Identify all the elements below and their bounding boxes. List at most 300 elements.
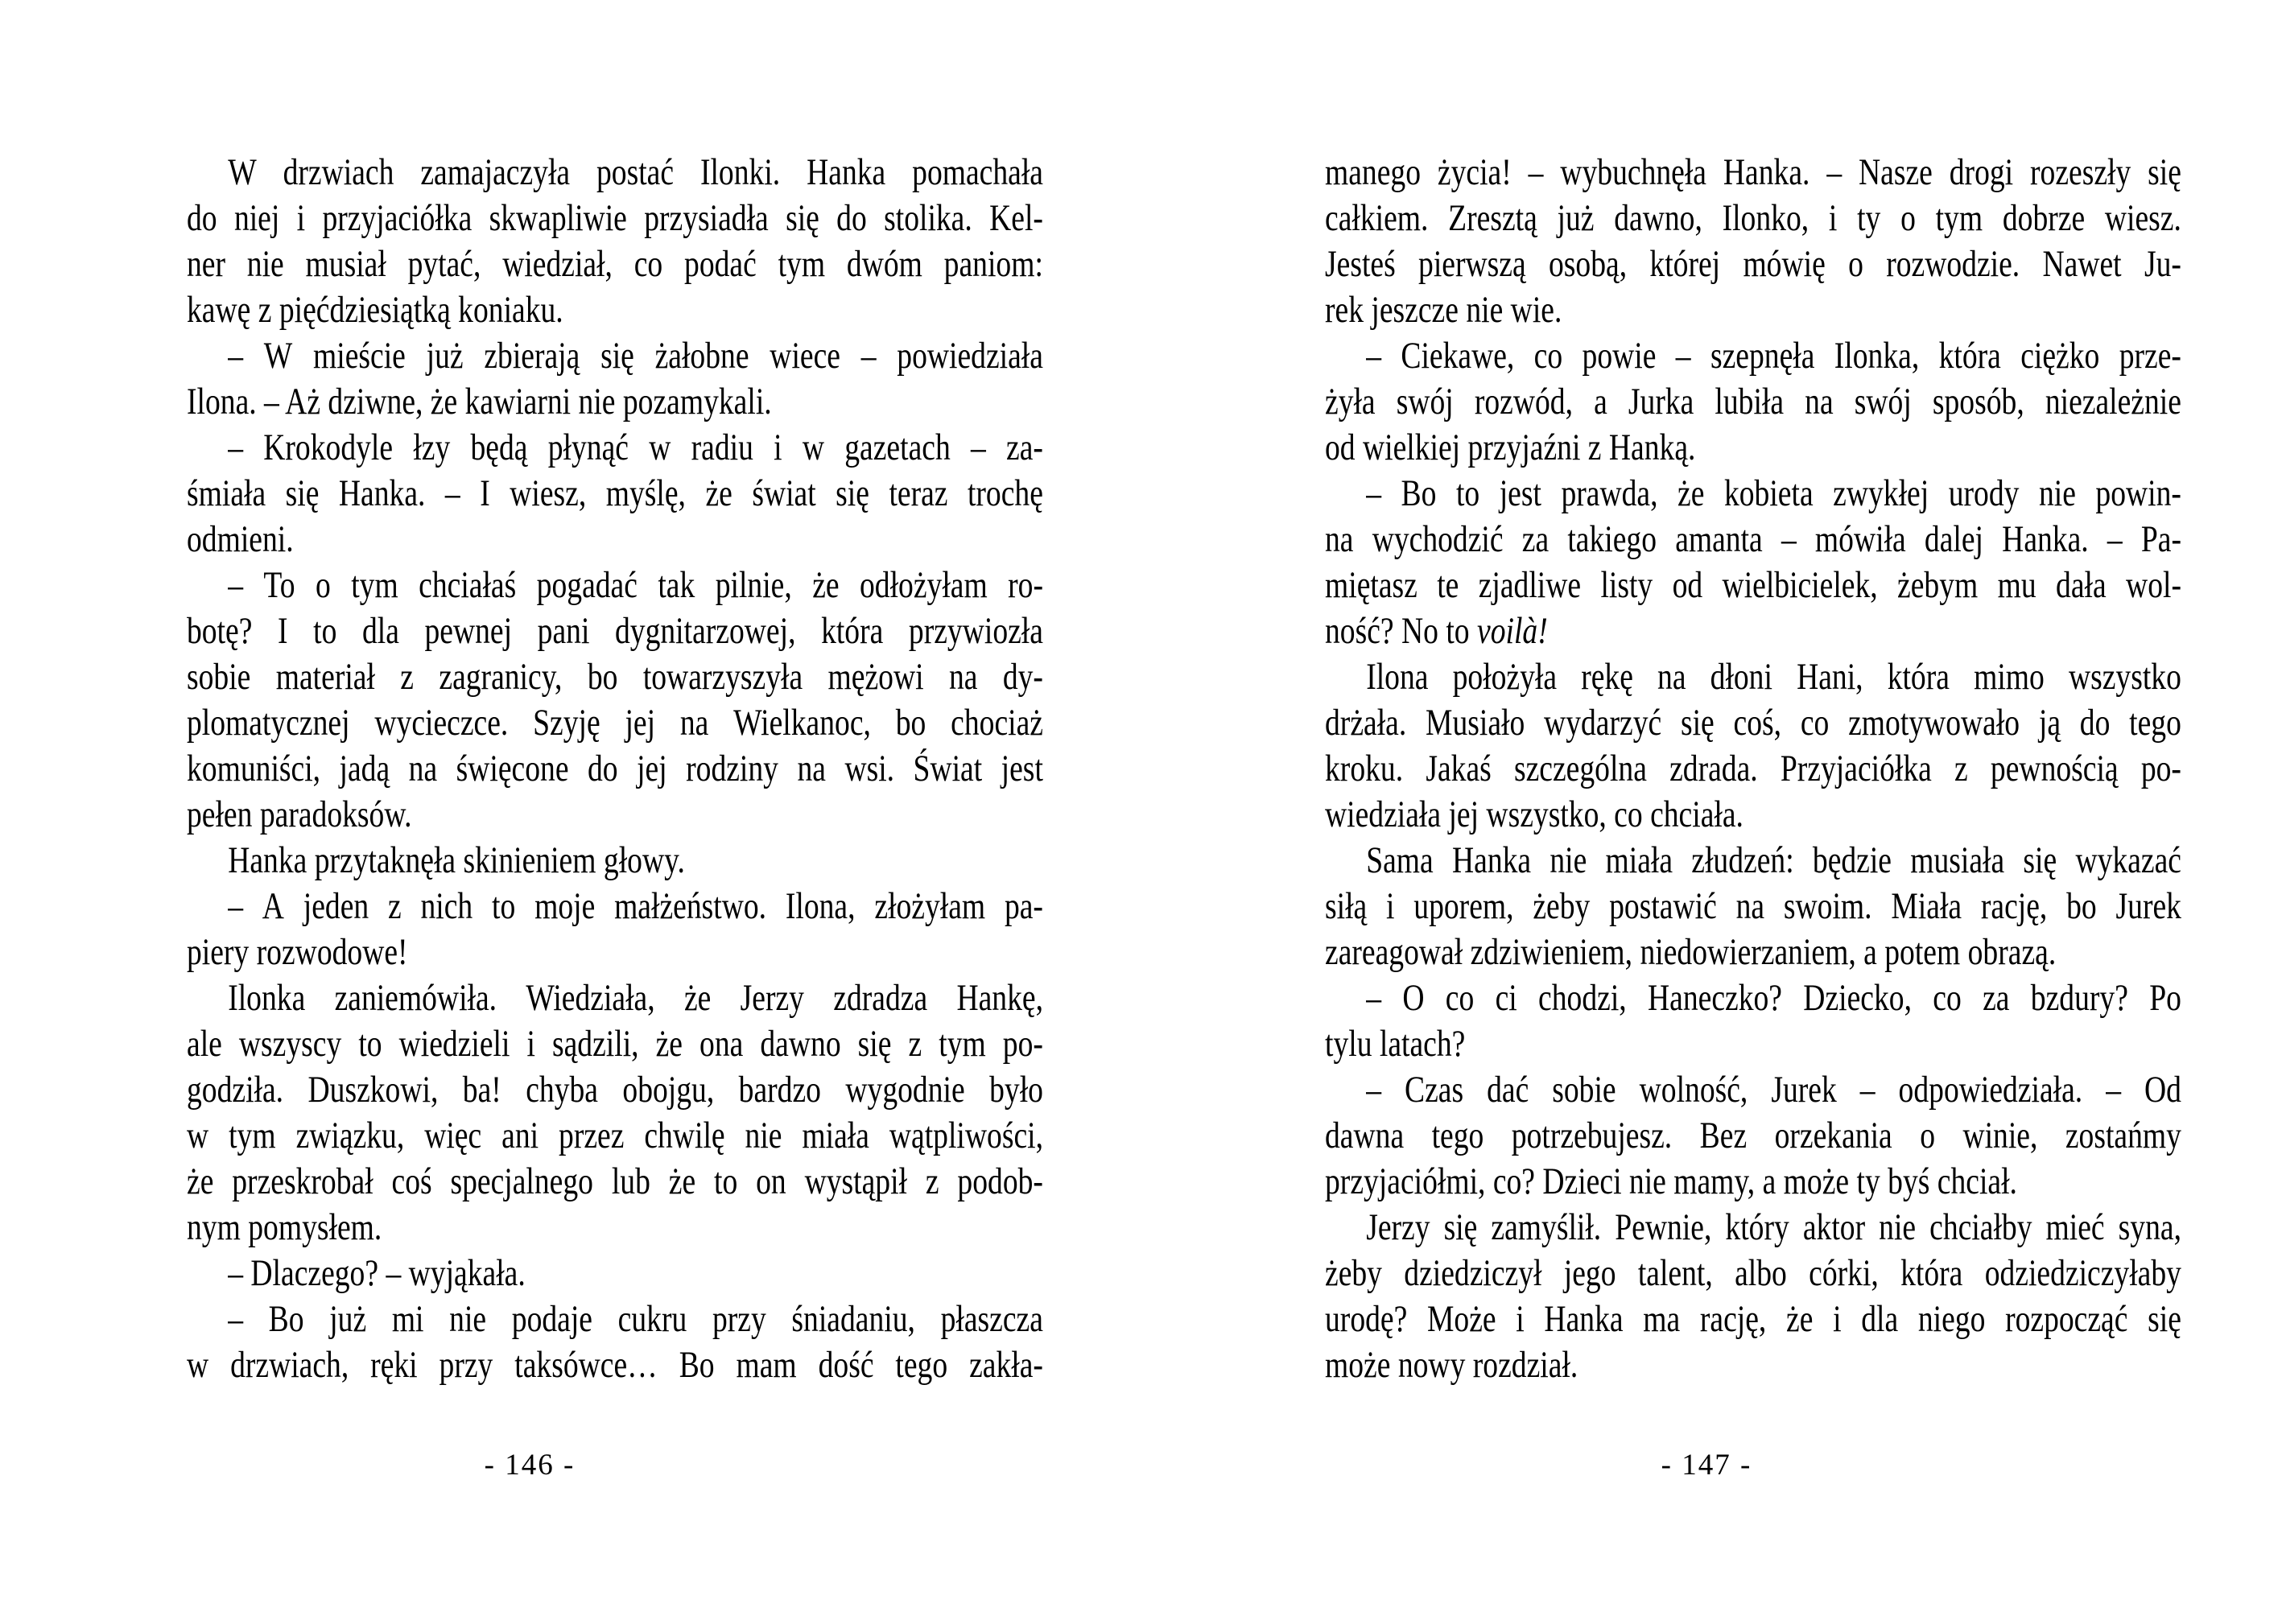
word: Ilonka,: [1834, 335, 1920, 377]
word: nie: [2038, 472, 2076, 514]
paragraph: [187, 884, 1043, 975]
word: żebym: [1897, 564, 1979, 606]
word: nie: [745, 1115, 782, 1156]
text-line: odmieni.: [187, 518, 294, 560]
word: rację,: [1699, 1298, 1767, 1340]
word: się: [786, 197, 819, 239]
word: Od: [2144, 1069, 2181, 1111]
word: zmotywowało: [1848, 702, 2020, 744]
word: taksówce…: [514, 1344, 658, 1386]
word: wątpliwości,: [889, 1115, 1043, 1156]
word: po-: [2140, 748, 2181, 789]
word: Ilonki.: [699, 151, 781, 193]
word: chciałaś: [419, 564, 517, 606]
word: z: [400, 656, 414, 698]
text-line: [187, 1342, 1043, 1388]
word: już: [329, 1298, 367, 1340]
word: tym: [778, 243, 826, 285]
word: łzy: [413, 427, 451, 468]
paragraph: [1325, 1205, 2181, 1388]
word: chwilę: [644, 1115, 725, 1156]
word: Hankę,: [956, 977, 1043, 1019]
word: musiała: [1910, 839, 2005, 881]
word: lub: [611, 1160, 650, 1202]
word: drzwiach,: [230, 1344, 349, 1386]
word: –: [1528, 151, 1544, 193]
word: przy: [439, 1344, 493, 1386]
text-line: [1325, 975, 2181, 1021]
word: który: [1725, 1206, 1789, 1248]
word: urody: [1948, 472, 2020, 514]
word: plomatycznej: [187, 702, 350, 744]
word: wolność,: [1639, 1069, 1748, 1111]
word: dawna: [1325, 1115, 1405, 1156]
word: śmiała: [187, 472, 266, 514]
word: coś,: [1733, 702, 1782, 744]
word: rękę: [1581, 656, 1633, 698]
word: że: [683, 977, 712, 1019]
text-line: [1325, 700, 2181, 746]
word: to: [492, 885, 516, 927]
text-line: [1325, 1205, 2181, 1251]
word: orzekania: [1774, 1115, 1892, 1156]
word: potrzebujesz.: [1511, 1115, 1673, 1156]
word: szczególna: [1513, 748, 1647, 789]
word: towarzyszyła: [642, 656, 803, 698]
text-line: piery rozwodowe!: [187, 931, 408, 973]
word: całkiem.: [1325, 197, 1429, 239]
word: wiedział,: [502, 243, 613, 285]
word: od: [1672, 564, 1703, 606]
word: –: [2106, 1069, 2121, 1111]
word: dla: [361, 610, 399, 652]
word: coś: [391, 1160, 432, 1202]
word: zamajaczyła: [420, 151, 571, 193]
word: Nawet: [2042, 243, 2122, 285]
paragraph: [1325, 333, 2181, 471]
word: botę?: [187, 610, 253, 652]
word: na: [408, 748, 438, 789]
word: tego: [1431, 1115, 1484, 1156]
word: pilnie,: [715, 564, 792, 606]
word: o: [316, 564, 331, 606]
word: swój: [1854, 381, 1912, 422]
word: ro-: [1008, 564, 1043, 606]
word: to: [358, 1023, 382, 1065]
word: przy: [712, 1298, 766, 1340]
word: z: [908, 1023, 922, 1065]
word: dygnitarzowej,: [614, 610, 796, 652]
word: Bo: [1401, 472, 1437, 514]
word: żeby: [1325, 1252, 1382, 1294]
text-line: [1325, 1067, 2181, 1113]
word: komuniści,: [187, 748, 321, 789]
word: Krokodyle: [263, 427, 394, 468]
word: o: [1920, 1115, 1935, 1156]
word: dawno: [760, 1023, 841, 1065]
word: moje: [534, 885, 596, 927]
word: wydarzyć: [1544, 702, 1662, 744]
word: Ju-: [2144, 243, 2181, 285]
word: w: [802, 427, 824, 468]
word: przysiadła: [644, 197, 769, 239]
text-line: [187, 333, 1043, 379]
text-line: [187, 1021, 1043, 1067]
word: pewnością: [1990, 748, 2119, 789]
word: Ilonko,: [1722, 197, 1810, 239]
word: stolika.: [884, 197, 972, 239]
text-line: [187, 1159, 1043, 1205]
word: że: [187, 1160, 214, 1202]
word: –: [1366, 472, 1381, 514]
word: wychodzić: [1372, 518, 1504, 560]
word: za: [1983, 977, 2010, 1019]
text-line: [187, 150, 1043, 196]
word: to: [714, 1160, 738, 1202]
paragraph: [187, 150, 1043, 333]
word: więc: [424, 1115, 482, 1156]
word: na: [679, 702, 709, 744]
text-line: [1325, 654, 2181, 700]
word: zamyślił.: [1491, 1206, 1602, 1248]
word: na: [797, 748, 826, 789]
text-line: [187, 608, 1043, 654]
word: nie: [246, 243, 284, 285]
word: albo: [1735, 1252, 1787, 1294]
word: na: [1735, 885, 1765, 927]
word: powin-: [2095, 472, 2181, 514]
word: Dziecko,: [1803, 977, 1912, 1019]
word: musiał: [305, 243, 386, 285]
word: dać: [1487, 1069, 1529, 1111]
text-line: [1325, 746, 2181, 792]
word: A: [262, 885, 284, 927]
word: –: [228, 335, 243, 377]
word: –: [971, 427, 986, 468]
word: śniadaniu,: [791, 1298, 915, 1340]
word: wielbicielek,: [1722, 564, 1878, 606]
word: drzwiach: [283, 151, 394, 193]
text-line: kawę z pięćdziesiątką koniaku.: [187, 289, 563, 331]
text-line: [187, 975, 1043, 1021]
word: która: [1938, 335, 2001, 377]
word: Jerzy: [740, 977, 804, 1019]
word: zwykłej: [1833, 472, 1929, 514]
word: godziła.: [187, 1069, 284, 1111]
word: –: [1826, 151, 1843, 193]
word: dziedziczył: [1404, 1252, 1542, 1294]
word: podać: [684, 243, 757, 285]
word: niezależnie: [2045, 381, 2181, 422]
word: nie: [1550, 839, 1587, 881]
text-line: [187, 1296, 1043, 1342]
word: z: [925, 1160, 939, 1202]
word: drżała.: [1325, 702, 1407, 744]
word: –: [228, 1298, 243, 1340]
word: złożyłam: [874, 885, 986, 927]
word: się: [2148, 1298, 2181, 1340]
word: takiego: [1567, 518, 1657, 560]
word: bo: [587, 656, 618, 698]
word: –: [1366, 977, 1381, 1019]
word: Hanka: [807, 151, 886, 193]
word: płynąć: [547, 427, 629, 468]
word: chyba: [526, 1069, 598, 1111]
word: osobą,: [1548, 243, 1628, 285]
word: o: [1848, 243, 1863, 285]
word: przeskrobał: [232, 1160, 373, 1202]
word: Hanka: [1544, 1298, 1624, 1340]
word: amanta: [1675, 518, 1763, 560]
word: urodę?: [1325, 1298, 1408, 1340]
text-line: [1325, 333, 2181, 379]
paragraph: [187, 1251, 1043, 1296]
word: co: [1445, 977, 1475, 1019]
word: ją: [2038, 702, 2061, 744]
word: dość: [818, 1344, 874, 1386]
paragraph: [187, 1296, 1043, 1388]
word: Jesteś: [1325, 243, 1396, 285]
text-line: ność? No to voilà!: [1325, 610, 1548, 652]
word: wycieczce.: [374, 702, 509, 744]
word: Musiało: [1426, 702, 1525, 744]
word: jest: [1499, 472, 1541, 514]
word: manego: [1325, 151, 1422, 193]
word: Bo: [679, 1344, 715, 1386]
word: związku,: [295, 1115, 405, 1156]
word: zagranicy,: [439, 656, 563, 698]
word: Jakaś: [1426, 748, 1492, 789]
word: córki,: [1809, 1252, 1879, 1294]
word: mieć: [2045, 1206, 2105, 1248]
word: Hanka.: [2002, 518, 2089, 560]
word: mówiła: [1814, 518, 1906, 560]
word: tym: [351, 564, 398, 606]
word: Może: [1426, 1298, 1496, 1340]
word: dwóm: [846, 243, 922, 285]
word: gazetach: [844, 427, 951, 468]
word: ani: [501, 1115, 539, 1156]
word: Przyjaciółka: [1780, 748, 1932, 789]
word: do: [187, 197, 217, 239]
word: mu: [1997, 564, 2036, 606]
word: pogadać: [536, 564, 638, 606]
word: Po: [2149, 977, 2181, 1019]
word: Sama: [1366, 839, 1434, 881]
word: odziedziczyłaby: [1984, 1252, 2181, 1294]
page-right-text: [1325, 150, 2181, 1388]
word: pomachała: [912, 151, 1043, 193]
word: mam: [736, 1344, 797, 1386]
word: jeden: [303, 885, 369, 927]
paragraph: [187, 563, 1043, 838]
word: płaszcza: [940, 1298, 1043, 1340]
text-line: [1325, 379, 2181, 425]
word: jej: [637, 748, 667, 789]
word: wiece: [770, 335, 840, 377]
word: w: [187, 1344, 209, 1386]
word: siłą: [1325, 885, 1368, 927]
word: I: [278, 610, 288, 652]
word: rozwodzie.: [1886, 243, 2020, 285]
word: odłożyłam: [860, 564, 988, 606]
word: nich: [420, 885, 473, 927]
word: Pa-: [2140, 518, 2181, 560]
word: której: [1649, 243, 1721, 285]
text-line: [1325, 884, 2181, 929]
word: –: [1859, 1069, 1876, 1111]
word: ner: [187, 243, 226, 285]
text-line: [1325, 517, 2181, 563]
word: Jurek: [2115, 885, 2181, 927]
word: ręki: [370, 1344, 418, 1386]
word: swoim.: [1783, 885, 1872, 927]
word: wiedzieli: [398, 1023, 510, 1065]
word: miętasz: [1325, 564, 1417, 606]
word: –: [228, 427, 243, 468]
word: radiu: [691, 427, 753, 468]
word: postawić: [1609, 885, 1717, 927]
word: rozeszły: [2030, 151, 2131, 193]
word: –: [860, 335, 877, 377]
paragraph: [1325, 471, 2181, 654]
word: Szyję: [533, 702, 600, 744]
word: Wiedziała,: [526, 977, 655, 1019]
word: jej: [625, 702, 656, 744]
word: tym: [229, 1115, 276, 1156]
word: za: [1521, 518, 1550, 560]
word: na: [948, 656, 978, 698]
paragraph: [187, 838, 1043, 884]
word: chodzi,: [1538, 977, 1627, 1019]
word: mówię: [1743, 243, 1826, 285]
word: paniom:: [943, 243, 1043, 285]
word: żałobne: [654, 335, 749, 377]
text-line: [187, 654, 1043, 700]
word: Jurka: [1628, 381, 1694, 422]
text-line: [1325, 471, 2181, 517]
text-line: rek jeszcze nie wie.: [1325, 289, 1562, 331]
word: która: [1887, 656, 1950, 698]
paragraph: [1325, 838, 2181, 975]
text-line: [1325, 196, 2181, 241]
word: o: [1900, 197, 1916, 239]
word: odpowiedziała.: [1898, 1069, 2083, 1111]
word: się: [1680, 702, 1715, 744]
word: jego: [1563, 1252, 1616, 1294]
word: ty: [1857, 197, 1881, 239]
word: Ciekawe,: [1401, 335, 1515, 377]
word: bzdury?: [2030, 977, 2128, 1019]
word: pewnej: [424, 610, 513, 652]
text-line: [187, 884, 1043, 929]
word: święcone: [456, 748, 569, 789]
word: wol-: [2126, 564, 2181, 606]
word: Duszkowi,: [307, 1069, 439, 1111]
paragraph: [1325, 654, 2181, 838]
word: sobie: [187, 656, 251, 698]
word: ciężko: [2020, 335, 2100, 377]
word: Ilona,: [785, 885, 856, 927]
text-line: wiedziała jej wszystko, co chciała.: [1325, 793, 1743, 835]
word: i: [1833, 1298, 1842, 1340]
word: Pewnie,: [1615, 1206, 1712, 1248]
word: zdrada.: [1669, 748, 1758, 789]
word: się: [857, 1023, 892, 1065]
word: która: [821, 610, 884, 652]
word: bo: [2066, 885, 2097, 927]
word: rozwód,: [1474, 381, 1574, 422]
word: postać: [596, 151, 675, 193]
word: się: [1443, 1206, 1478, 1248]
text-line: Ilona. – Aż dziwne, że kawiarni nie pozamykali.: [187, 381, 772, 422]
word: dla: [1861, 1298, 1899, 1340]
word: wiesz.: [2104, 197, 2181, 239]
text-line: pełen paradoksów.: [187, 793, 412, 835]
word: on: [756, 1160, 786, 1202]
page-number-right: - 147 -: [1661, 1449, 1752, 1482]
paragraph: [187, 975, 1043, 1251]
word: tak: [658, 564, 695, 606]
word: nie: [449, 1298, 487, 1340]
word: pani: [537, 610, 590, 652]
word: wybuchnęła: [1560, 151, 1706, 193]
word: –: [2107, 518, 2123, 560]
word: –: [1366, 335, 1381, 377]
word: na: [1325, 518, 1354, 560]
text-line: może nowy rozdział.: [1325, 1344, 1578, 1386]
word: pierwszą: [1418, 243, 1526, 285]
word: i: [526, 1023, 535, 1065]
word: Bo: [268, 1298, 304, 1340]
word: wszyscy: [238, 1023, 342, 1065]
word: że: [668, 1160, 696, 1202]
word: ma: [1643, 1298, 1681, 1340]
paragraph: [187, 333, 1043, 425]
word: teraz: [889, 472, 948, 514]
word: Kel-: [989, 197, 1043, 239]
word: i: [1516, 1298, 1525, 1340]
paragraph: [1325, 150, 2181, 333]
word: podaje: [511, 1298, 592, 1340]
word: ale: [187, 1023, 222, 1065]
text-line: [1325, 150, 2181, 196]
word: mi: [391, 1298, 424, 1340]
word: nie: [1879, 1206, 1917, 1248]
word: prze-: [2119, 335, 2181, 377]
word: będą: [470, 427, 528, 468]
word: położyła: [1452, 656, 1558, 698]
word: pa-: [1004, 885, 1043, 927]
word: już: [1557, 197, 1595, 239]
word: dłoni: [1710, 656, 1772, 698]
word: do: [587, 748, 618, 789]
word: że: [705, 472, 732, 514]
word: zbierają: [484, 335, 580, 377]
text-line: Hanka przytaknęła skinieniem głowy.: [228, 839, 685, 881]
word: wsi.: [844, 748, 895, 789]
word: rozpocząć: [2005, 1298, 2128, 1340]
word: że: [1786, 1298, 1814, 1340]
word: na: [1657, 656, 1686, 698]
text-line: [187, 700, 1043, 746]
word: tego: [2129, 702, 2181, 744]
word: rację,: [1980, 885, 2048, 927]
word: w: [187, 1115, 209, 1156]
page-number-left: - 146 -: [484, 1449, 576, 1482]
word: się: [2023, 839, 2057, 881]
page-left-text: [187, 150, 1043, 1388]
